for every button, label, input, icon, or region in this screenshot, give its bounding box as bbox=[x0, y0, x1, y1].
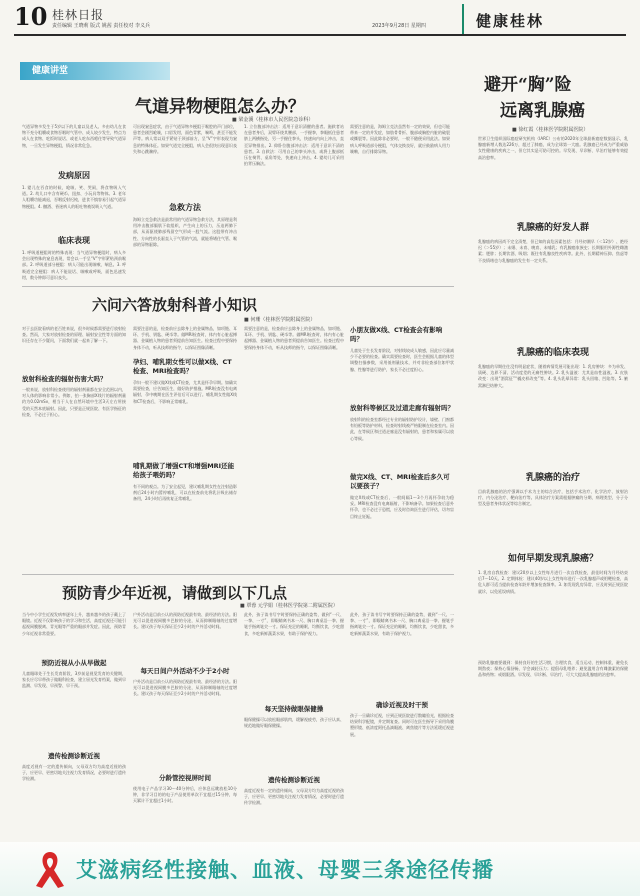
article4-section-screen: 分龄管控视屏时间 bbox=[159, 774, 211, 782]
article4-section-outdoor: 每天日间户外活动不少于2小时 bbox=[140, 667, 230, 675]
bottom-banner bbox=[0, 842, 640, 896]
article1-section-cause: 发病原因 bbox=[58, 171, 90, 180]
article1-byline: ■ 梁金溪（桂林市人民医院急诊科） bbox=[232, 117, 314, 123]
article3-q2: 孕妇、哺乳期女性可以做X线、CT检查、MRI检查吗？ bbox=[133, 358, 232, 375]
article2-byline: ■ 徐红霞（桂林医学院附属医院） bbox=[512, 127, 589, 133]
article4-body-screen: 使用电子产品学习30～40分钟后，应休息远眺放松10分钟，非学习目的的电子产品使用单次不宜超过15分钟，每天累计不宜超过1小时。 bbox=[133, 786, 237, 804]
article2-intro: 世界卫生组织国际癌症研究机构（IARC）公布的2020年全球最新癌症数据显示，乳腺癌新增人数达226万，超过了肺癌，成为全球第一大癌。乳腺癌已经成为严重威胁女性健康的疾病之一，但它其实是可防可控的。早发现、早诊断、早治疗能够有效提高治愈率。 bbox=[478, 136, 628, 160]
date-line: 2023年9月28日 星期四 bbox=[372, 23, 426, 29]
article4-body-intervene: 孩子一旦确诊近视，应到正规医院进行散瞳验光，根据检查结果科学配镜，并定期复查。同时可在医生指导下采用角膜塑形镜、低浓度阿托品滴眼液、离焦镜片等方法延缓近视进展。 bbox=[350, 713, 454, 737]
article4-intro: 当今中小学生近视发病率逐年上升，越来越多的孩子戴上了眼镜。近视不仅影响孩子的学习和生活，高度近视还可能引起视网膜脱离、青光眼等严重的眼部并发症。因此，预防青少年近视非常重要。 bbox=[22, 612, 126, 636]
article2-body-prevention: 预防乳腺癌要做到：保持良好的生活习惯，合理饮食，适当运动，控制体重，避免长期熬夜；保持心情舒畅，学会减轻压力；提倡母乳喂养；避免滥用含有雌激素的保健品和药物；戒烟限酒。早发现、早诊断、早治疗，可大大提高乳腺癌的治愈率。 bbox=[478, 660, 628, 678]
article1-section-symptoms: 临床表现 bbox=[58, 236, 90, 245]
article1-body-methods: 1. 立位腹部冲击法：适用于意识清醒的患者。施救者站在患者身后，双臂环绕其腰部，一手握拳，拳眼抵住患者脐上两横指处，另一手握住拳头，快速向内向上冲击，直至异物排出。2. 仰卧位腹部冲击法：适用于意识不清的患者。3. 自救法：可用自己的拳头冲击，或将上腹部抵压在椅背、桌角等处，快速向上冲击。4. 婴幼儿可采用拍背压胸法。 bbox=[244, 124, 344, 167]
article4-body-early: 儿童眼球处于生长发育阶段，3岁前是视觉发育的关键期，家长应尽早带孩子做眼科检查，建立屈光发育档案，做到早监测、早发现、早预警、早干预。 bbox=[22, 671, 126, 689]
article3-a6: 做完X线或CT检查后，一般间隔1～3个月再怀孕较为稳妥。MRI检查没有电离辐射，不影响备孕。如果检查后意外怀孕，也不必过于恐慌，应及时咨询医生进行评估，切勿盲目终止妊娠。 bbox=[350, 495, 454, 519]
article4-byline: ■ 覃蓉 元学娟（桂林医学院第二附属医院） bbox=[240, 603, 338, 609]
article3-intro: 对于去医院看病的老百姓来说，很多时候都需要进行放射检查。然而，大家对放射检查的原理、辐射安全性等方面的知识还存在不少疑问，下面我们就一起来了解一下。 bbox=[22, 326, 126, 344]
article2-section-treatment: 乳腺癌的治疗 bbox=[525, 473, 580, 483]
column-label: 健康讲堂 bbox=[20, 62, 170, 80]
article1-body-caution: 需要注意的是，海姆立克法虽然有一定的效果，但也可能带来一定的并发症，如肋骨骨折、腹部或胸腔内脏的破裂或撕裂等。因此除非必要时，一般不随便采用此法。如果病人呼吸道部分梗阻，气体交换良好，就应鼓励病人用力咳嗽，自行排除异物。 bbox=[350, 124, 450, 154]
article4-section-early: 预防近视从小从早做起 bbox=[41, 659, 107, 667]
article2-body-risk: 乳腺癌的病因尚不完全清楚，但已知的高危因素包括：月经初潮早（＜12岁）、绝经迟（＞55岁）；未婚、未育、晚育、未哺乳；有乳腺癌家族史；长期服用外源性雌激素；肥胖；长期饮酒、吸烟；既往有乳腺良性疾病等。此外，长期精神压抑、焦虑等不良情绪也与乳腺癌的发生有一定关系。 bbox=[478, 239, 628, 263]
article2-body-symptoms: 乳腺癌的早期往往没有明显症状，随着病情发展可能出现：1. 乳房肿块：多为单发、质硬、边界不清、活动度差的无痛性肿块。2. 乳头溢液：尤其是血性溢液。3. 皮肤改变：出现“酒窝征”“橘皮样改变”等。4. 乳头乳晕异常：乳头回缩、凹陷等。5. 腋窝淋巴结肿大。 bbox=[478, 364, 628, 388]
article4-body-check: 高度近视有一定的遗传倾向，父母双方均为高度近视的孩子，应更早、更密切地关注视力发育情况，必要时进行遗传学检测。 bbox=[22, 764, 126, 782]
article2-section-risk: 乳腺癌的好发人群 bbox=[516, 223, 589, 233]
section-title: 健康桂林 bbox=[462, 4, 634, 36]
paper-name: 桂林日报 bbox=[52, 8, 105, 22]
article3-notes: 需要注意的是，检查前应去除身上的金属物品，如项链、耳环、手机、钥匙、硬币等。做MRI检查时，体内有心脏起搏器、金属植入物的患者须提前告知医生。检查过程中要保持身体不动，听从技师的指令，以保证图像清晰。 bbox=[244, 326, 344, 350]
masthead-rule bbox=[14, 34, 626, 36]
article1-body-symptoms: 1. 呼吸道梗阻时的特殊表现：当气道异物梗阻时，病人多会出现特殊的窒息表现，常会以一手呈“V”字形紧贴颈前喉部。2. 呼吸道部分梗阻：病人可能出现咳嗽，喘息。3. 呼吸道完全梗阻：病人不能说话、咳嗽或呼吸，面色迅速发绀，数分钟即可意识丧失。 bbox=[22, 250, 126, 280]
article1-section-firstaid: 急救方法 bbox=[169, 203, 201, 212]
article3-a3: 有不同的观点。为了安全起见，建议哺乳期女性在注射造影剂后24小时内暂停哺乳，可以在检查前先将乳汁吸出储存备用，24小时后再恢复正常哺乳。 bbox=[133, 484, 237, 502]
article3-q6: 做完X线、CT、MRI检查后多久可以要孩子？ bbox=[350, 473, 450, 490]
article4-body-outdoor-intro: 户外活动是目前公认的预防近视最有效、最经济的方法。阳光可以促进视网膜多巴胺的分泌，从而抑制眼轴的过度增长。建议孩子每天保证至少2小时的户外活动时间。 bbox=[133, 612, 237, 630]
article4-body-diet: 此外，孩子读书写字时要保持正确的姿势，做到“一尺、一拳、一寸”，即眼睛离书本一尺、胸口离桌沿一拳、握笔手指离笔尖一寸。保证充足的睡眠，均衡饮食，少吃甜食，多吃新鲜蔬菜水果，有助于保护视力。 bbox=[350, 612, 454, 636]
article1-title: 气道异物梗阻怎么办？ bbox=[135, 97, 305, 117]
article4-body-posture: 此外，孩子读书写字时要保持正确的姿势，做到“一尺、一拳、一寸”，即眼睛离书本一尺、胸口离桌沿一拳、握笔手指离笔尖一寸。保证充足的睡眠，均衡饮食，少吃甜食，多吃新鲜蔬菜水果，有助于保护视力。 bbox=[244, 612, 344, 636]
article2-body-detection: 1. 乳房自我检查：建议20岁以上女性每月进行一次自我检查，最佳时间为月经结束后7～10天。2. 定期体检：建议40岁以上女性每年进行一次乳腺超声或钼靶检查，高危人群可适当提前检查年龄并增加检查频率。3. 如发现乳房异常，应及时到正规医院就诊，以免延误病情。 bbox=[478, 570, 628, 594]
staff-line: 责任编辑 王晓莉 版式 姚茜 责任校对 李义兵 bbox=[52, 23, 150, 29]
page-number: 10 bbox=[14, 2, 48, 31]
article3-byline: ■ 何珊（桂林医学院附属医院） bbox=[244, 317, 316, 323]
article1-body-heimlich: 海姆立克急救法是最常用的气道异物急救方法，其原理是利用冲击腹部膈肌下软组织，产生向上的压力，压迫两肺下部，从而驱使肺部残留空气形成一股气流。这股带有冲击性、方向性的长驱直入于气管的气流，就能将堵住气管、喉部的异物驱除。 bbox=[133, 217, 237, 247]
article4-section-genetic: 遗传检测诊断近视 bbox=[268, 776, 320, 784]
article4-section-intervene: 确诊近视及时干预 bbox=[376, 701, 428, 709]
article3-a4: 儿童处于生长发育阶段，对射线较成人敏感，因此应尽量减少不必要的检查。确实需要检查时，医生会根据儿童的体型调整扫描参数，采用低剂量技术，并对非检查部位如甲状腺、性腺等进行防护，家长不必过度担心。 bbox=[350, 348, 454, 372]
article2-section-symptoms: 乳腺癌的临床表现 bbox=[516, 348, 589, 358]
divider bbox=[22, 574, 454, 575]
article2-title-line2: 远离乳腺癌 bbox=[500, 101, 585, 121]
banner-slogan: 艾滋病经性接触、血液、母婴三条途径传播 bbox=[76, 857, 494, 882]
article1-intro: 气道异物多发生于5岁以下的儿童以及老人。多由幼儿在食物不充分咀嚼或食物吞咽时气管中、成人较少发生，特点为成人在食物、吃饭时说话、或老人吃东西噎住等导致气道异物，一旦发生异物梗阻，情况非常危急。 bbox=[22, 124, 126, 148]
article1-body-cause: 1. 婴儿在吞食的时候，呛咳、笑、哭闹，将食物吸入气道。2. 幼儿口中含有硬币、纽扣、小玩具等物体。3. 老年人咀嚼功能减退，吞咽反射迟钝，进食不慎容易引起气道异物梗阻。4. 酗酒、昏迷病人的呕吐物被误吸入气道。 bbox=[22, 185, 126, 209]
article2-title-line1: 避开“胸”险 bbox=[484, 75, 572, 95]
red-ribbon-icon bbox=[30, 848, 70, 890]
article4-body-genetic: 高度近视有一定的遗传倾向，父母双方均为高度近视的孩子，应更早、更密切地关注视力发育情况，必要时进行遗传学检测。 bbox=[244, 788, 344, 806]
article4-section-check: 遗传检测诊断近视 bbox=[48, 752, 100, 760]
article3-q5: 放射科等候区及过道走廊有辐射吗？ bbox=[350, 404, 454, 412]
article4-body-eyeex: 眼保健操可以放松眼部肌肉，缓解视疲劳，孩子应认真、规范地做好眼保健操。 bbox=[244, 717, 344, 729]
article3-title: 六问六答放射科普小知识 bbox=[92, 296, 258, 314]
article4-title: 预防青少年近视，请做到以下几点 bbox=[62, 584, 288, 602]
divider bbox=[22, 286, 454, 287]
article4-section-eyeex: 每天坚持做眼保健操 bbox=[264, 705, 324, 713]
article3-a5: 放射科的检查室都经过专业的辐射防护设计，墙壁、门窗都有铅板等防护材料，检查时射线被严格限制在检查室内。因此，在等候区和过道走廊是没有辐射的，患者和家属可以放心等候。 bbox=[350, 417, 454, 441]
article3-q1: 放射科检查的辐射伤害大吗？ bbox=[22, 375, 107, 383]
article3-a2: 孕妇一般不建议做X线或CT检查，尤其是怀孕早期。如确实需要检查，应告知医生，做好防护措施。MRI检查没有电离辐射，孕中晚期在医生评估后可以进行。哺乳期女性做X线和CT检查后，不影响正常哺乳。 bbox=[133, 380, 237, 404]
article2-section-detection: 如何早期发现乳腺癌？ bbox=[507, 554, 598, 564]
article2-body-treatment: 目前乳腺癌的治疗强调以手术为主的综合治疗，包括手术治疗、化学治疗、放射治疗、内分泌治疗、靶向治疗等。具体治疗方案需根据肿瘤的分期、病理类型、分子分型及患者身体状况等综合制定。 bbox=[478, 489, 628, 507]
article3-a1: 一般来说，放射科检查使用的辐射剂量都在安全范围以内，对人体的影响非常小。例如，拍一张胸部X线片的辐射剂量约为0.02mSv，相当于人在自然环境中生活3天左右所接受的天然本底辐射。因此，只要是正规医院、有医学指征的检查，不必过于担心。 bbox=[22, 387, 126, 417]
article3-a1-cont: 需要注意的是，检查前应去除身上的金属物品，如项链、耳环、手机、钥匙、硬币等。做MRI检查时，体内有心脏起搏器、金属植入物的患者须提前告知医生。检查过程中要保持身体不动，听从技师的指令，以保证图像清晰。 bbox=[133, 326, 237, 350]
article4-body-outdoor: 户外活动是目前公认的预防近视最有效、最经济的方法。阳光可以促进视网膜多巴胺的分泌，从而抑制眼轴的过度增长。建议孩子每天保证至少2小时的户外活动时间。 bbox=[133, 679, 237, 697]
article3-q4: 小朋友做X线、CT检查会有影响吗？ bbox=[350, 326, 443, 343]
article3-q3: 哺乳期做了增强CT和增强MRI还能给孩子喂奶吗？ bbox=[133, 462, 235, 479]
article1-body-signs: 可出现窒息症状，由于气道异物多梗阻于喉腔的声门部位，患者会剧烈呛咳，口唇发绀，面色青紫，喘鸣，甚至不能发声等。病人常以双手紧贴于颈部前方，呈“V”字形表现为窒息的特殊体征。如果气道完全梗阻，病人会很快出现意识丧失和心跳骤停。 bbox=[133, 124, 237, 154]
